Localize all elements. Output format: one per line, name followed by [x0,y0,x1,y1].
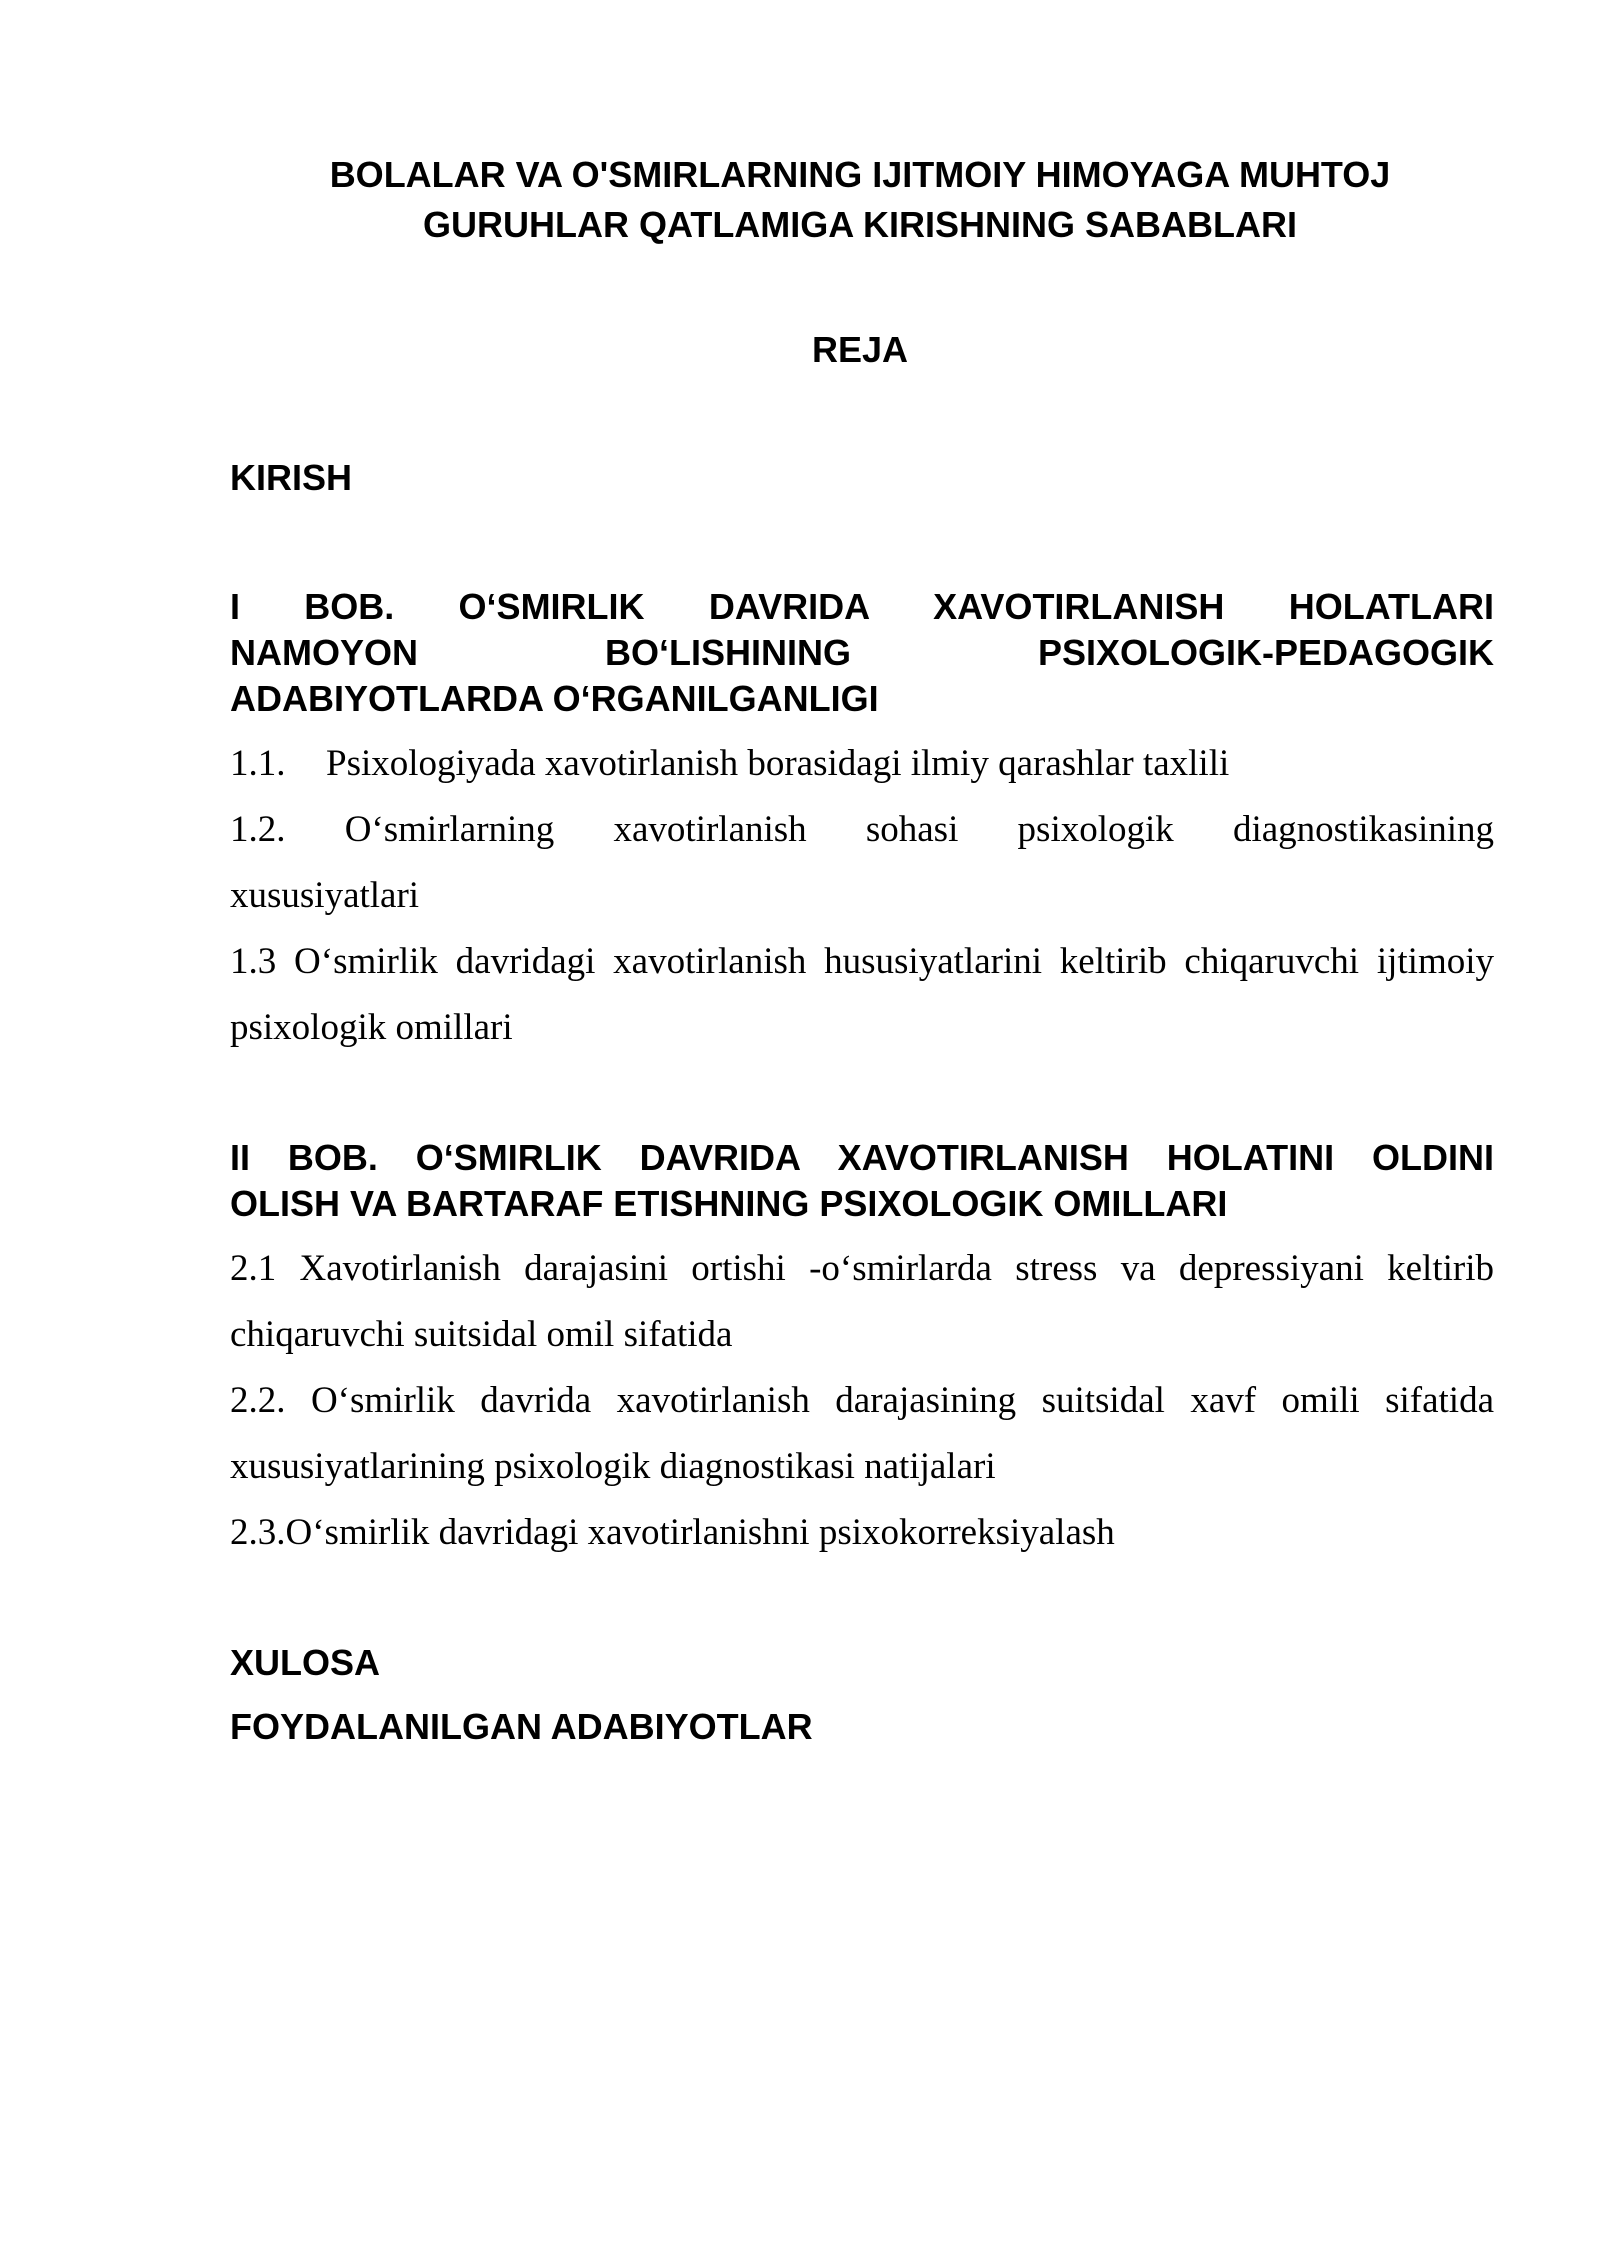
toc-item-number: 1.3 [230,941,277,982]
toc-item-text: Psixologiyada xavotirlanish borasidagi ilmiy qarashlar taxlili [326,743,1230,784]
chapter2-heading-line-2: OLISH VA BARTARAF ETISHNING PSIXOLOGIK OMILLARI [230,1183,1228,1224]
toc-item-text: O‘smirlik davridagi xavotirlanish hususiyatlarini keltirib chiqaruvchi ijtimoiy [294,941,1495,982]
toc-item-text: O‘smirlik davrida xavotirlanish darajasining suitsidal xavf omili sifatida [310,1380,1495,1421]
toc-item-text: O‘smirlarning xavotirlanish sohasi psixologik diagnostikasining [344,809,1495,850]
toc-item-1-3 [230,929,1494,995]
toc-item-1-2 [230,797,1494,863]
toc-item-number: 2.3. [230,1512,286,1553]
title-line-1: BOLALAR VA O'SMIRLARNING IJITMOIY HIMOYAGA MUHTOJ [329,154,1391,195]
toc-item-2-2 [230,1368,1494,1434]
chapter1-heading-line-2: NAMOYON BO‘LISHINING PSIXOLOGIK-PEDAGOGIK [230,632,1494,673]
toc-item-number: 2.2. [230,1380,286,1421]
chapter1-heading-line-3: ADABIYOTLARDA O‘RGANILGANLIGI [230,678,879,719]
toc-item-number: 1.2. [230,809,286,850]
references-heading: FOYDALANILGAN ADABIYOTLAR [230,1706,813,1747]
chapter2-heading-line-1: II BOB. O‘SMIRLIK DAVRIDA XAVOTIRLANISH HOLATINI OLDINI [230,1137,1494,1178]
title-line-2: GURUHLAR QATLAMIGA KIRISHNING SABABLARI [423,204,1297,245]
plan-heading: REJA [811,329,909,370]
toc-item-2-1 [230,1236,1494,1302]
toc-item-1-1 [230,731,1494,797]
toc-item-number: 2.1 [230,1248,277,1289]
document-title [230,150,1490,250]
toc-item-1-2-continued: xususiyatlari [230,875,420,916]
conclusion-heading: XULOSA [230,1642,381,1683]
chapter1-heading-line-1: I BOB. O‘SMIRLIK DAVRIDA XAVOTIRLANISH HOLATLARI [230,586,1494,627]
toc-item-2-3 [230,1500,1494,1566]
toc-item-number: 1.1. [230,743,286,784]
toc-item-2-2-continued: xususiyatlarining psixologik diagnostikasi natijalari [230,1446,996,1487]
toc-item-1-3-continued: psixologik omillari [230,1007,513,1048]
toc-item-text: O‘smirlik davridagi xavotirlanishni psixokorreksiyalash [285,1512,1115,1553]
intro-heading: KIRISH [230,457,353,498]
toc-item-2-1-continued: chiqaruvchi suitsidal omil sifatida [230,1314,733,1355]
toc-item-text: Xavotirlanish darajasini ortishi -o‘smirlarda stress va depressiyani keltirib [299,1248,1494,1289]
